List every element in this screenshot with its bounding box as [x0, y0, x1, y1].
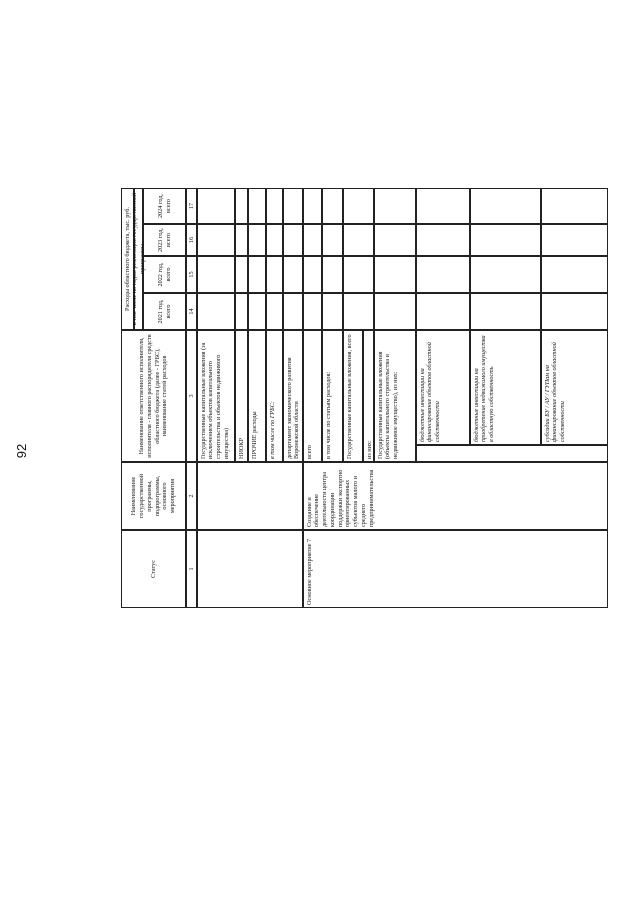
page-number: 92 [14, 443, 29, 459]
row-by-grbs: в том числе по ГРБС: [266, 330, 283, 462]
value-cell [343, 256, 374, 293]
value-cell [266, 188, 283, 224]
value-cell [416, 188, 470, 224]
value-cell [470, 188, 541, 224]
value-cell [248, 188, 266, 224]
value-cell [374, 224, 416, 256]
value-cell [322, 224, 343, 256]
value-cell [541, 256, 608, 293]
row-of-them: из них: [363, 330, 374, 462]
row-capital-total: Государственные капитальные вложения, всего [343, 330, 363, 462]
row-by-articles: в том числе по статьям расходов: [322, 330, 343, 462]
value-cell [197, 256, 235, 293]
value-cell [374, 188, 416, 224]
header-year-2022: 2022 год, всего [143, 256, 186, 293]
value-cell [303, 188, 322, 224]
value-cell [303, 293, 322, 330]
value-cell [322, 188, 343, 224]
value-cell [266, 224, 283, 256]
value-cell [303, 256, 322, 293]
value-cell [283, 293, 303, 330]
rotated-page [121, 188, 608, 608]
value-cell [470, 256, 541, 293]
row-subsidies: субсидии БУ / АУ / ГУПам на финансирование объектов областной собственности [541, 330, 608, 445]
value-cell [322, 293, 343, 330]
col-number-15: 15 [186, 256, 197, 293]
value-cell [541, 293, 608, 330]
header-year-2024: 2024 год, всего [143, 188, 186, 224]
row-niokr: НИОКР [235, 330, 248, 462]
value-cell [541, 224, 608, 256]
row-department: департамент экономического развития Воронежской области [283, 330, 303, 462]
value-cell [235, 224, 248, 256]
col-number-1: 1 [186, 530, 197, 608]
value-cell [197, 293, 235, 330]
col-number-17: 17 [186, 188, 197, 224]
value-cell [197, 224, 235, 256]
value-cell [416, 293, 470, 330]
value-cell [374, 293, 416, 330]
value-cell [235, 256, 248, 293]
value-cell [283, 188, 303, 224]
value-cell [322, 256, 343, 293]
value-cell [303, 224, 322, 256]
header-budget: Расходы областного бюджета, тыс. руб. [121, 188, 134, 330]
row-capital-investments-excl: Государственные капитальные вложения (за исключением объектов капитального строительства и объектов недвижимого имущества) [197, 330, 235, 462]
value-cell [235, 293, 248, 330]
header-year-2021: 2021 год, всего [143, 293, 186, 330]
header-status: Статус [121, 530, 186, 608]
value-cell [541, 188, 608, 224]
value-cell [470, 293, 541, 330]
value-cell [197, 188, 235, 224]
value-cell [266, 293, 283, 330]
row-investments-acquisition: бюджетные инвестиции на приобретение недвижимого имущества в областную собственность [470, 330, 541, 445]
event-name: Создание и обеспечение деятельности центра координации поддержки экспортно ориентированных субъектов малого и среднего предпринимательства [303, 462, 608, 530]
value-cell [343, 224, 374, 256]
value-cell [283, 256, 303, 293]
value-cell [248, 256, 266, 293]
col-number-2: 2 [186, 462, 197, 530]
col-number-16: 16 [186, 224, 197, 256]
row-investments-financing: бюджетные инвестиции на финансирование объектов областной собственности [416, 330, 470, 445]
row-other-expenses: ПРОЧИЕ расходы [248, 330, 266, 462]
col-number-3: 3 [186, 330, 197, 462]
col-number-14: 14 [186, 293, 197, 330]
value-cell [416, 224, 470, 256]
header-program-name: Наименование государственной программы, подпрограммы, основного мероприятия [121, 462, 186, 530]
row-capital-construction: Государственные капитальные вложения (объекты капитального строительства и недвижимое имущество), из них: [374, 330, 416, 462]
row-total: всего [303, 330, 322, 462]
value-cell [416, 256, 470, 293]
header-year-2023: 2023 год, всего [143, 224, 186, 256]
header-by-years: в том числе по годам реализации государственной программы [134, 188, 143, 330]
prev-name-cell [197, 462, 303, 530]
budget-table [121, 188, 608, 608]
header-executor: Наименование ответственного исполнителя, исполнителя - главного распорядителя средств областного бюджета (далее - ГРБС), наименование статей расходов [121, 330, 186, 462]
value-cell [235, 188, 248, 224]
value-cell [266, 256, 283, 293]
value-cell [248, 224, 266, 256]
value-cell [470, 224, 541, 256]
event-status: Основное мероприятие 7 [303, 530, 608, 608]
value-cell [374, 256, 416, 293]
value-cell [343, 293, 374, 330]
value-cell [283, 224, 303, 256]
prev-status-cell [197, 530, 303, 608]
value-cell [248, 293, 266, 330]
indent-cell [416, 445, 608, 462]
value-cell [343, 188, 374, 224]
